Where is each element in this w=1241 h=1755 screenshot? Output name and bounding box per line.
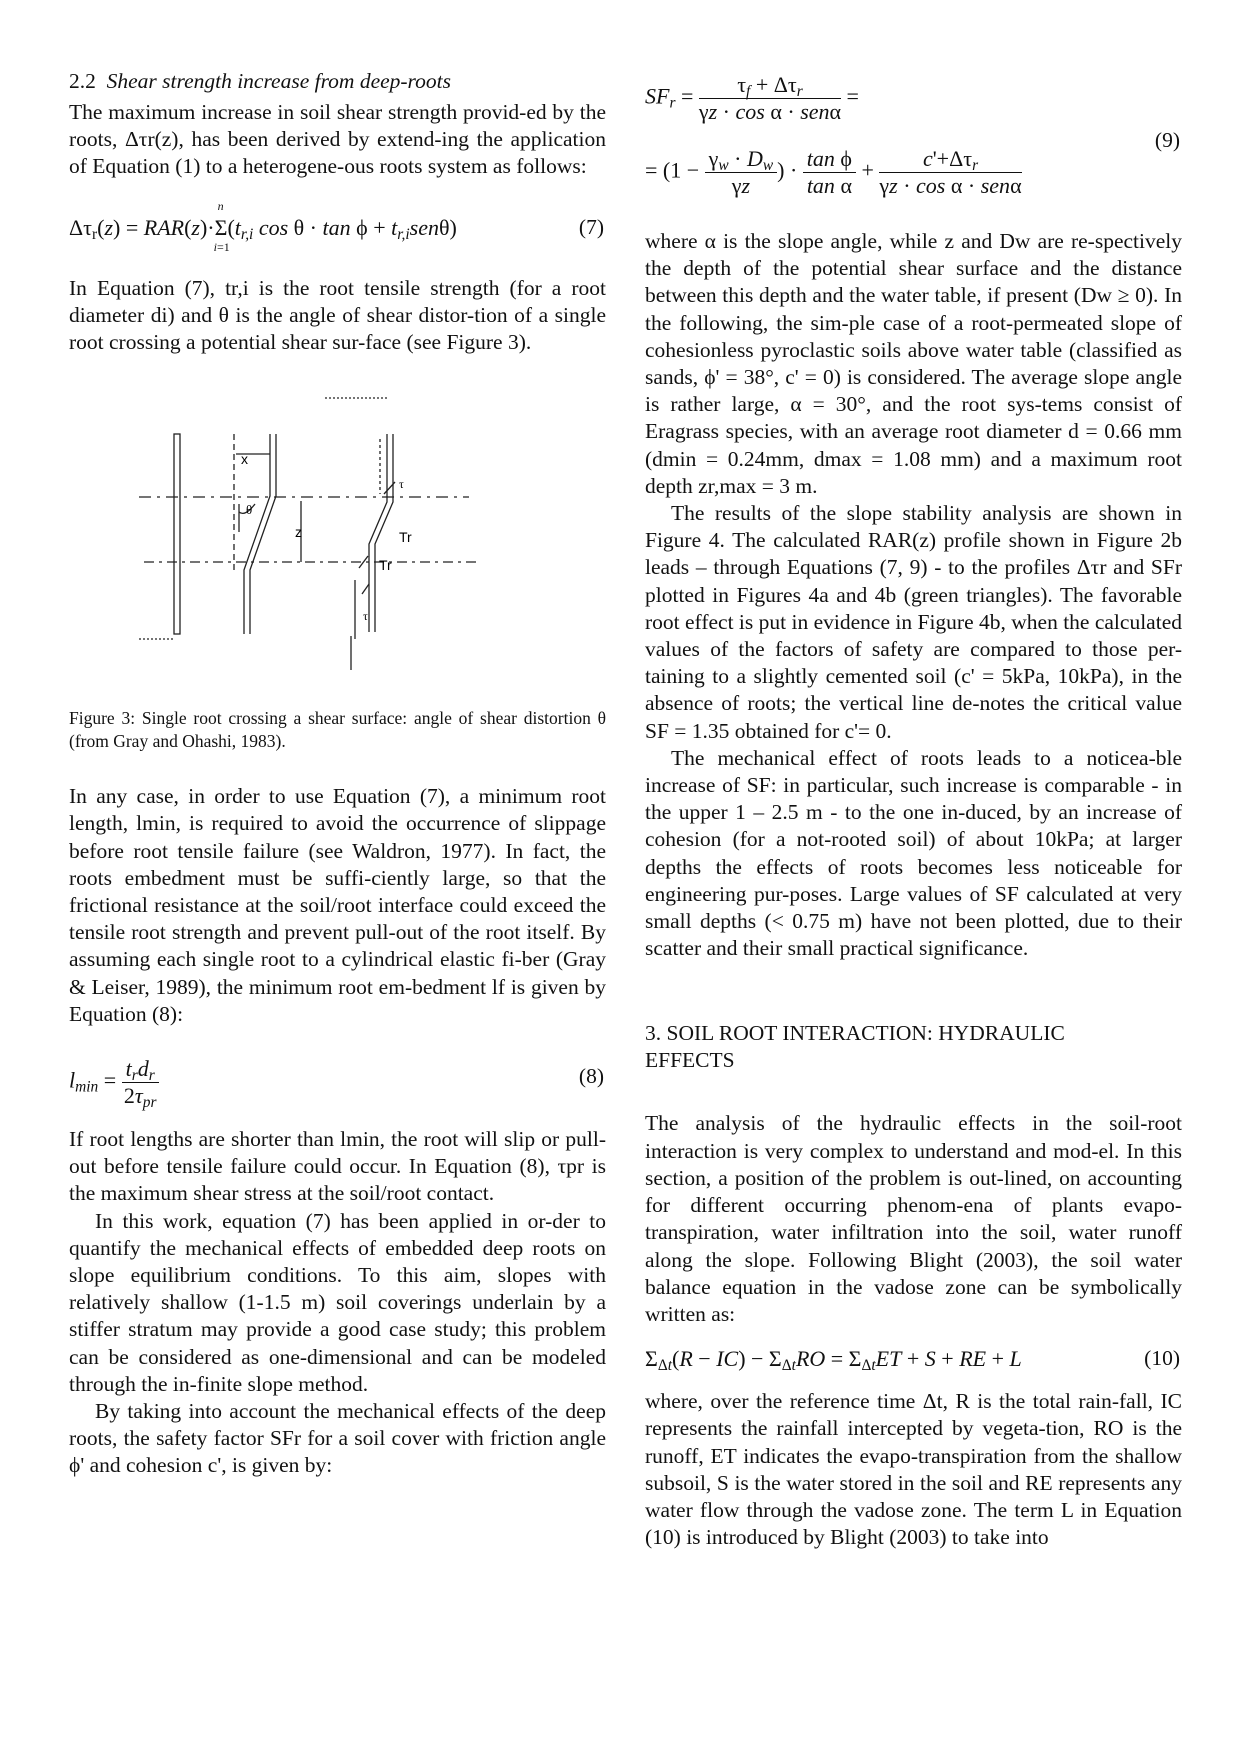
paragraph: The maximum increase in soil shear strength provid-ed by the roots, Δτr(z), has been derived by extend-ing the application of Equation (1) to a heterogene-ous roots system as follows:	[69, 100, 606, 179]
label-x: x	[241, 451, 248, 468]
equation-8: $l_{min}$ = $\frac{t_rd_r}{2\tau_{pr}}$ (8)	[69, 1056, 604, 1112]
figure-3-caption: Figure 3: Single root crossing a shear surface: angle of shear distortion θ (from Gray and Ohashi, 1983).	[69, 708, 606, 752]
root-shear-diagram	[69, 384, 606, 689]
label-tau-1: τ	[399, 477, 404, 492]
paragraph: If root lengths are shorter than lmin, the root will slip or pull-out before tensile failure could occur. In Equation (8), τpr is the maximum shear stress at the soil/root contact.	[69, 1127, 606, 1206]
paragraph: The mechanical effect of roots leads to a noticea-ble increase of SF: in particular, such increase is comparable - in the upper 1 – 2.5 m - to the one in-duced, by an increase of cohesion (for a not-rooted soil) of about 10kPa; at larger depths the effects of roots becomes less noticeable for engineering pur-poses. Large values of SF calculated at very small depths (< 0.75 m) have not been plotted, due to their scatter and their small practical significance.	[645, 745, 1182, 961]
label-Tr-1: Tr	[399, 529, 412, 546]
paragraph: The analysis of the hydraulic effects in the soil-root interaction is very complex to understand and mod-el. In this section, a position of the problem is out-lined, on accounting for different occurring phenom-ena of plants evapo-transpiration, water infiltration into the soil, water runoff along the slope. Following Blight (2003), the soil water balance equation in the vadose zone can be symbolically written as:	[645, 1111, 1182, 1326]
paragraph: In any case, in order to use Equation (7), a minimum root length, lmin, is required to avoid the occurrence of slippage before root tensile failure (see Waldron, 1977). In fact, the roots embedment must be suffi-ciently large, so that the frictional resistance at the soil/root interface could exceed the tensile root strength and prevent pull-out of the root itself. By assuming each single root to a cylindrical elastic fi-ber (Gray & Leiser, 1989), the minimum root em-bedment lf is given by Equation (8):	[69, 784, 606, 1026]
figure-3	[69, 384, 606, 689]
label-z: z	[295, 524, 302, 541]
left-column	[69, 68, 606, 1480]
label-tau-2: τ	[363, 609, 368, 624]
label-Tr-2: Tr	[379, 557, 392, 574]
equation-9: $SF_r$ = $\frac{\tau_f + \Delta\tau_r}{\text{γz · cos α · senα}}$ = = (1 − $\frac{\gamma_w \cdot D_w}{\gamma z}$ ) · $\frac{\text{tan ϕ}}{\text{tan α}}$ + $\frac{c'+\Delta\tau_r}{\text{γz · cos α · senα}}$ (9)	[645, 72, 1180, 198]
equation-7: $\Delta\tau_r(z) = RAR(z)\cdot\Sigma$ n i=1 ($t_{r,i}$ $\cos \theta \cdot \tan \phi + t_{r,i}sen\theta$) (7)	[69, 198, 604, 254]
paragraph: In this work, equation (7) has been applied in or-der to quantify the mechanical effects of embedded deep roots on slope equilibrium conditions. To this aim, slopes with relatively shallow (1-1.5 m) soil coverings underlain by a stiffer stratum may provide a good case study; this problem can be considered as one-dimensional and can be modeled through the in-finite slope method.	[69, 1208, 606, 1396]
section-heading-2-2: 2.2 Shear strength increase from deep-roots	[69, 69, 451, 93]
label-theta: θ	[246, 502, 253, 518]
paragraph: By taking into account the mechanical effects of the deep roots, the safety factor SFr for a soil cover with friction angle ϕ' and cohesion c', is given by:	[69, 1399, 606, 1478]
paragraph: where α is the slope angle, while z and Dw are re-spectively the depth of the potential shear surface and the distance between this depth and the water table, if present (Dw ≥ 0). In the following, the sim-ple case of a root-permeated slope of cohesionless pyroclastic soils above water table (classified as sands, ϕ' = 38°, c' = 0) is considered. The average slope angle is rather large, α = 30°, and the root sys-tems consist of Eragrass species, with an average root diameter d = 0.66 mm (dmin = 0.24mm, dmax = 1.08 mm) and a maximum root depth zr,max = 3 m.	[645, 229, 1182, 498]
paragraph: where, over the reference time Δt, R is the total rain-fall, IC represents the rainfall intercepted by vegeta-tion, RO is the runoff, ET indicates the evapo-transpiration from the shallow subsoil, S is the water stored in the soil and RE represents any water flow through the vadose zone. The term L in Equation (10) is introduced by Blight (2003) to take into	[645, 1389, 1182, 1550]
equation-10: $\Sigma_{\Delta t}(R - IC) - \Sigma_{\Delta t}RO = \Sigma_{\Delta t}ET + S$ + RE + L (10)	[645, 1346, 1180, 1375]
right-column	[645, 68, 1182, 1551]
paragraph: The results of the slope stability analysis are shown in Figure 4. The calculated RAR(z) profile shown in Figure 2b leads – through Equations (7, 9) - to the profiles Δτr and SFr plotted in Figures 4a and 4b (green triangles). The favorable root effect is put in evidence in Figure 4b, when the calculated values of the factors of safety are compared to those per-taining to a slightly cemented soil (c' = 5kPa, 10kPa), in the absence of roots; the vertical line de-notes the critical value SF = 1.35 obtained for c'= 0.	[645, 501, 1182, 743]
section-heading-3: 3. SOIL ROOT INTERACTION: HYDRAULIC EFFECTS	[645, 1021, 1065, 1073]
paragraph: In Equation (7), tr,i is the root tensile strength (for a root diameter di) and θ is the angle of shear distor-tion of a single root crossing a potential shear sur-face (see Figure 3).	[69, 275, 606, 355]
